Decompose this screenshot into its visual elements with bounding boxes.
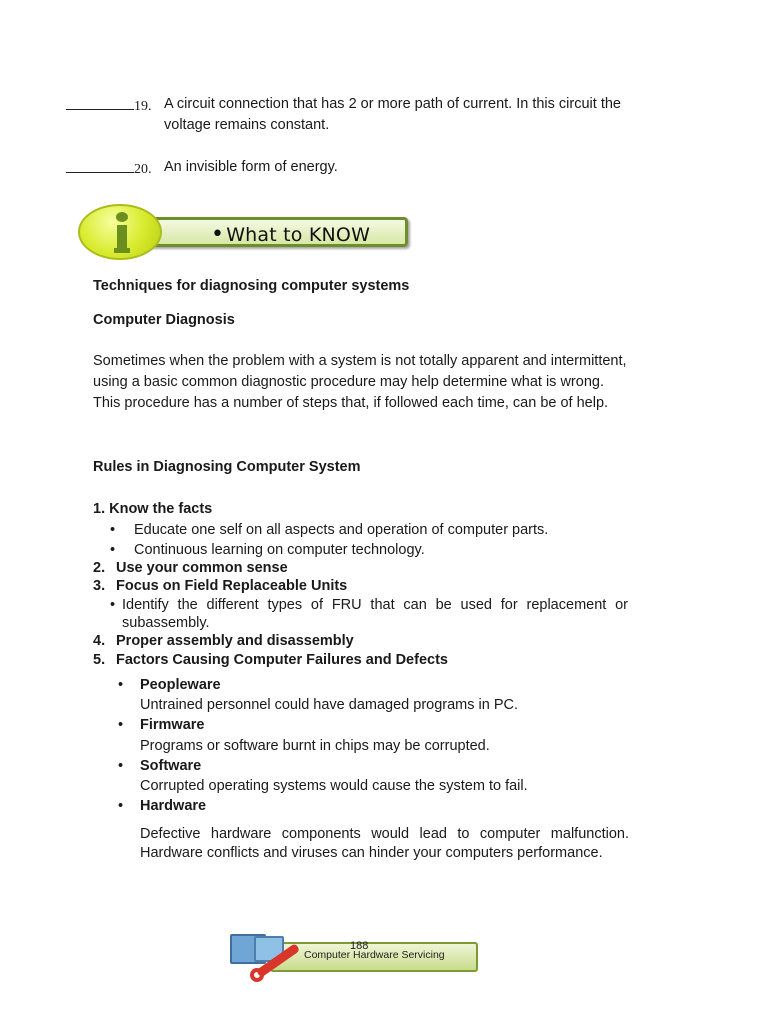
wrench-icon [250,968,264,982]
factor-description: Defective hardware components would lead to computer malfunction. Hardware conflicts and viruses can hinder your computers performance. [140,826,629,861]
info-icon [78,204,162,260]
rule-3: 3. Focus on Field Replaceable Units [93,578,348,594]
rule-1: 1. Know the facts [93,501,213,517]
bullet-icon: • [118,717,124,733]
subsection-heading: Computer Diagnosis [93,312,235,328]
rule-4: 4. Proper assembly and disassembly [93,633,354,649]
banner-bar [136,217,408,247]
factor-description: Untrained personnel could have damaged programs in PC. [140,697,519,713]
factor-description: Programs or software burnt in chips may be corrupted. [140,738,490,754]
footer-label: Computer Hardware Servicing [304,949,445,961]
page-footer [230,934,480,994]
rules-heading: Rules in Diagnosing Computer System [93,459,361,475]
page-number: 188 [350,940,369,952]
bullet-icon: • [118,758,124,774]
question-20 [66,157,666,180]
intro-paragraph: Sometimes when the problem with a system is not totally apparent and intermittent, using a basic common diagnostic procedure may help determine what is wrong. This procedure has a number of steps that, if followed each time, can be of help. [93,353,627,411]
bullet-icon: • [110,542,116,558]
bullet-icon: • [110,522,116,538]
question-number: 20. [134,162,152,177]
what-to-know-banner [78,204,413,260]
question-text: A circuit connection that has 2 or more path of current. In this circuit the voltage remains constant. [164,96,621,133]
banner-label: • What to KNOW [211,222,371,247]
bullet-icon: • [110,597,116,613]
question-number: 19. [134,99,152,114]
answer-blank[interactable] [66,157,134,173]
bullet-icon: • [118,798,124,814]
bullet-icon: • [118,677,124,693]
rule-5: 5. Factors Causing Computer Failures and Defects [93,652,448,668]
answer-blank[interactable] [66,94,134,110]
rule-2: 2. Use your common sense [93,560,288,576]
factor-description: Corrupted operating systems would cause the system to fail. [140,778,528,794]
question-19 [66,94,666,133]
question-text: An invisible form of energy. [164,159,338,175]
section-heading: Techniques for diagnosing computer systems [93,278,410,294]
